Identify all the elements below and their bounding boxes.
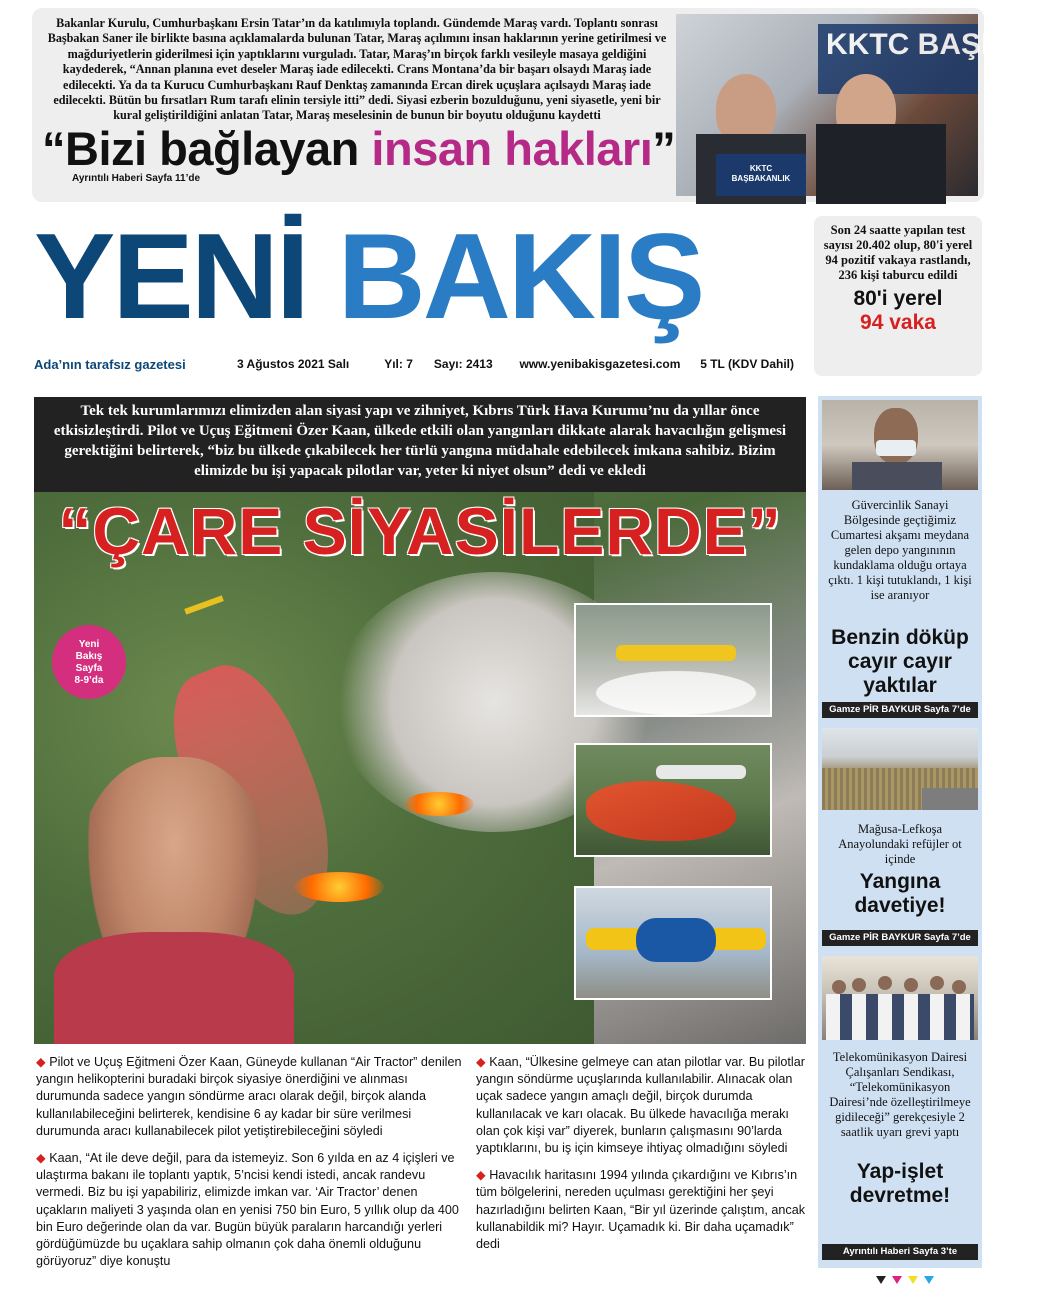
main-headline[interactable]: “ÇARE SİYASİLERDE”	[58, 494, 782, 568]
podium: KKTC BAŞBAKANLIK	[716, 154, 806, 196]
top-story-ref: Ayrıntılı Haberi Sayfa 11’de	[72, 173, 201, 184]
retardant-drop	[586, 781, 736, 841]
masthead-info-row	[34, 357, 794, 372]
cyan-mark-icon	[924, 1276, 934, 1284]
spray	[596, 671, 756, 715]
issue-year: Yıl: 7	[384, 357, 413, 371]
person-head	[852, 978, 866, 992]
column-right	[476, 1054, 806, 1253]
portrait-shirt	[54, 932, 294, 1044]
crowd	[826, 994, 974, 1040]
inset-photo-3	[574, 886, 772, 1000]
side-story-1-text: Güvercinlik Sanayi Bölgesinde geçtiğimiz Cumartesi akşamı meydana gelen depo yangınının kundaklama olduğu ortaya çıktı. 1 kişi tutuklandı, 1 kişi ise aranıyor	[828, 498, 972, 602]
headline-part-b: insan hakları	[371, 122, 653, 175]
road	[922, 788, 978, 810]
website-link[interactable]: www.yenibakisgazetesi.com	[519, 357, 681, 371]
headline-part-a: “Bizi bağlayan	[42, 122, 372, 175]
print-marks	[876, 1276, 934, 1284]
person-head	[952, 980, 966, 994]
person-head	[904, 978, 918, 992]
covid-box[interactable]	[814, 216, 982, 376]
person-suit	[816, 124, 946, 204]
top-story-headline[interactable]	[42, 122, 676, 175]
side-story-2-text: Mağusa-Lefkoşa Anayolundaki refüjler ot içinde	[838, 822, 962, 866]
issue-number: Sayı: 2413	[433, 357, 493, 371]
bullet-icon: ◆	[476, 1055, 486, 1069]
side-story-1-headline[interactable]: Benzin döküp cayır cayır yaktılar	[831, 626, 969, 697]
side-story-3-ref: Ayrıntılı Haberi Sayfa 3’te	[822, 1244, 978, 1260]
side-photo-3	[822, 956, 978, 1040]
plane-icon	[616, 645, 736, 661]
side-story-1-ref: Gamze PİR BAYKUR Sayfa 7’de	[822, 702, 978, 718]
magenta-mark-icon	[892, 1276, 902, 1284]
masthead-title[interactable]	[34, 208, 703, 344]
inset-photo-1	[574, 603, 772, 717]
badge-line-1: Yeni	[78, 639, 100, 650]
covid-text: Son 24 saatte yapılan test sayısı 20.402 olup, 80'i yerel 94 pozitif vakaya rastlandı, 236 kişi taburcu edildi	[823, 223, 973, 282]
person-head	[930, 976, 944, 990]
person-head	[832, 980, 846, 994]
badge-line-4: 8-9’da	[74, 675, 104, 686]
masthead-title-b: BAKIŞ	[337, 208, 703, 344]
issue-date: 3 Ağustos 2021 Salı	[236, 357, 350, 371]
yellow-mark-icon	[908, 1276, 918, 1284]
bullet-icon: ◆	[36, 1055, 46, 1069]
badge-line-3: Sayfa	[75, 663, 103, 674]
bullet-icon: ◆	[476, 1168, 486, 1183]
person-shirt	[852, 462, 942, 490]
main-story-intro: Tek tek kurumlarımızı elimizden alan siyasi yapı ve zihniyet, Kıbrıs Türk Hava Kurumu’nu da yıllar önce etkisizleştirdi. Pilot ve Uçuş Eğitmeni Özer Kaan, ülkede etkili olan yangınları dikkate alarak havacılığın gelişmesi gerektiğini belirterek, “biz bu ülkede çıkabilecek her türlü yangına müdahale edebilecek imkana sahibiz. Bizim elimizde bu işi yapacak pilotlar var, yeter ki niyet olsun” dedi ve ekledi	[34, 397, 806, 492]
mask-icon	[876, 440, 916, 456]
flames	[294, 872, 384, 902]
plane-body	[636, 918, 716, 962]
side-story-2-ref: Gamze PİR BAYKUR Sayfa 7’de	[822, 930, 978, 946]
side-photo-1	[822, 400, 978, 490]
plane-icon	[656, 765, 746, 779]
badge-line-2: Bakış	[75, 651, 103, 662]
kktc-sign: KKTC BAŞBAK	[818, 24, 978, 94]
slogan: Ada’nın tarafsız gazetesi	[34, 357, 186, 372]
black-mark-icon	[876, 1276, 886, 1284]
person-head	[878, 976, 892, 990]
top-story-text: Bakanlar Kurulu, Cumhurbaşkanı Ersin Tatar’ın da katılımıyla toplandı. Gündemde Maraş vardı. Toplantı sonrası Başbakan Saner ile birlikte basına açıklamalarda bulunan Tatar, Maraş açılımını insan haklarının yerine getirilmesi ve mağduriyetlerin giderilmesi için yaptıklarını vurguladı. Tatar, Maraş’ın birçok farklı vesileyle masaya geldiğini kaydederek, “Annan planına evet deseler Maraş iade edilecekti. Crans Montana’da bir başarı olsaydı Maraş iade edilecekti. Ya da ta Kurucu Cumhurbaşkanı Rauf Denktaş zamanında Ercan direk uçuşlara açılsaydı Maraş iade edilecekti. Bütün bu fırsatları Rum tarafı elinin tersiyle itti” dedi. Siyasi ezberin bozulduğunu, yeni siyasetle, yeni bir kural geliştirildiğini anlatan Tatar, Maraş meselesinin de bunun bir boyutu olduğunu kaydetti	[47, 16, 667, 123]
column-left	[36, 1054, 466, 1270]
paragraph-2: ◆ Kaan, “At ile deve değil, para da istemeyiz. Son 6 yılda en az 4 içişleri ve ulaştırma bakanı ile toplantı yaptık, 5’ncisi kendi istedi, ancak randevu vermedi. Biz bu işi yapabiliriz, elimizde imkan var. ‘Air Tractor’ denen uçakların maliyeti 3 yaşında olan en yenisi 750 bin Euro, 5 yıllık olup da 400 bin Euro değerinde olan da var. Bugün büyük paraların harcandığı yerleri gördüğümüzde bu uçaklara sahip olmanın çok daha önemli olduğunu görüyoruz” diye konuştu	[36, 1151, 459, 1269]
covid-total: 94 vaka	[860, 311, 936, 334]
headline-part-c: ”	[652, 122, 676, 175]
side-story-3-text: Telekomünikasyon Dairesi Çalışanları Sendikası, “Telekomünikasyon Dairesi’nde özelleştirilmeye gidileceği” gerekçesiyle 2 saatlik uyarı grevi yaptı	[829, 1050, 971, 1139]
side-story-2-headline[interactable]: Yangına davetiye!	[854, 870, 946, 917]
flames	[404, 792, 474, 816]
paragraph-3: ◆ Kaan, “Ülkesine gelmeye can atan pilotlar var. Bu pilotlar yangın söndürme uçuşlarında kullanılabilir. Alınacak olan uçak sadece yangın amaçlı değil, birçok durumda kullanılacak ve karı olacak. Bu ülkede havacılığa merakı olan çok kişi var” diyerek, bunların çalışmasını 90’larda yaptıklarını, bu iş için kimseye ihtiyaç olmadığını söyledi	[476, 1055, 805, 1156]
paragraph-4: ◆ Havacılık haritasını 1994 yılında çıkardığını ve Kıbrıs’ın tüm bölgelerini, nereden uçulması gerektiğini her şeyi hazırladığını belirten Kaan, “Bir yıl üzerinde çalıştım, ancak kullanabildik mi? Hayır. Uçamadık ki. Bir daha uçamadık” dedi	[476, 1168, 805, 1252]
bullet-icon: ◆	[36, 1151, 46, 1166]
page-ref-badge[interactable]	[52, 625, 126, 699]
top-story-photo	[676, 14, 1046, 196]
side-story-3-headline[interactable]: Yap-işlet devretme!	[849, 1160, 951, 1207]
paragraph-1: ◆ Pilot ve Uçuş Eğitmeni Özer Kaan, Güneyde kullanan “Air Tractor” denilen yangın helikopterini buradaki birçok siyasiye önerdiğini ve alınması durumunda sadece yangın söndürme aracı olarak değil, birçok alanda kullanılabileceğini belirterek, kendisine 6 ay kadar bir süre verilmesi durumunda aracı kullanabilecek pilot yetiştirebileceğini söyledi	[36, 1055, 462, 1138]
side-photo-2	[822, 728, 978, 810]
covid-local: 80'i yerel	[853, 287, 943, 310]
inset-photo-2	[574, 743, 772, 857]
masthead-title-a: YENİ	[34, 208, 307, 344]
price: 5 TL (KDV Dahil)	[700, 357, 794, 371]
